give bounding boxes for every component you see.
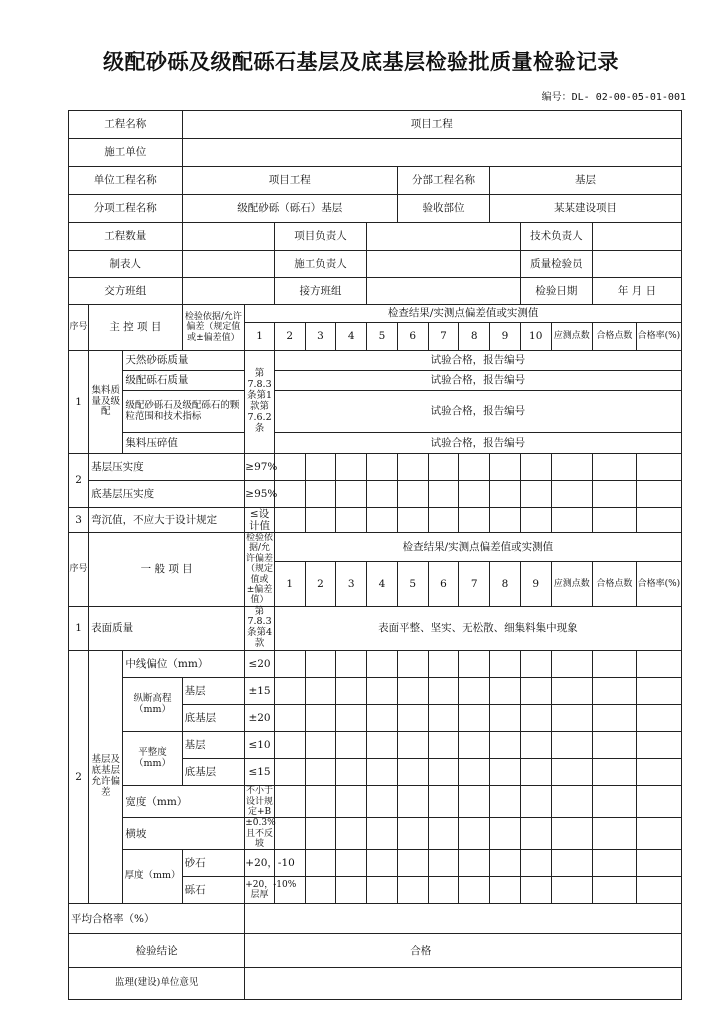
cross-slope-label: 横坡 xyxy=(123,818,245,850)
col-number: 8 xyxy=(490,561,521,606)
seq-header: 序号 xyxy=(69,305,89,351)
general-group-seq: 2 xyxy=(69,651,89,904)
col-number: 5 xyxy=(397,561,428,606)
quality-inspector-value xyxy=(592,251,681,278)
page-title: 级配砂砾及级配砾石基层及底基层检验批质量检验记录 xyxy=(103,50,619,74)
col-number: 2 xyxy=(274,323,305,351)
main-result-text: 试验合格，报告编号 xyxy=(274,391,681,433)
elevation-base-value: ±15 xyxy=(245,678,275,705)
col-number: 9 xyxy=(490,323,521,351)
subitem-value: 级配砂砾（砾石）基层 xyxy=(182,195,397,223)
col-number: 6 xyxy=(428,561,459,606)
elevation-base-label: 基层 xyxy=(182,678,245,705)
pass-rate-header: 合格率(%) xyxy=(636,323,681,351)
col-number: 10 xyxy=(520,323,551,351)
basis-header: 检验依据/允许偏差（规定值或±偏差值） xyxy=(182,305,245,351)
col-number: 7 xyxy=(459,561,490,606)
main-result-text: 试验合格，报告编号 xyxy=(274,351,681,371)
handover-team-value xyxy=(182,278,274,305)
centerline-value: ≤20 xyxy=(245,651,275,678)
elevation-subbase-label: 底基层 xyxy=(182,705,245,732)
main-group1-seq: 1 xyxy=(69,351,89,454)
should-points-header: 应测点数 xyxy=(551,323,592,351)
surface-result: 表面平整、坚实、无松散、细集料集中现象 xyxy=(274,606,681,651)
preparer-label: 制表人 xyxy=(69,251,183,278)
unit-project-value: 项目工程 xyxy=(182,167,397,195)
avg-pass-rate-value xyxy=(245,904,682,934)
centerline-label: 中线偏位（mm） xyxy=(123,651,245,678)
supervision-value xyxy=(245,968,682,1000)
acceptance-part-value: 某某建设项目 xyxy=(490,195,682,223)
col-number: 4 xyxy=(336,323,367,351)
compaction-base-label: 基层压实度 xyxy=(89,454,245,481)
results-header: 检查结果/实测点偏差值或实测值 xyxy=(245,305,682,323)
project-manager-label: 项目负责人 xyxy=(274,223,366,251)
construction-manager-label: 施工负责人 xyxy=(274,251,366,278)
col-number: 1 xyxy=(245,323,275,351)
col-number: 5 xyxy=(367,323,398,351)
thickness-gravel-label: 砂石 xyxy=(182,850,245,877)
division-label: 分部工程名称 xyxy=(397,167,489,195)
main-item: 天然砂砾质量 xyxy=(123,351,245,371)
col-number: 1 xyxy=(274,561,305,606)
surface-label: 表面质量 xyxy=(89,606,245,651)
conclusion-label: 检验结论 xyxy=(69,934,245,968)
main-item: 集料压碎值 xyxy=(123,433,245,454)
inspection-table xyxy=(68,110,682,1000)
general-group-name: 基层及底基层允许偏差 xyxy=(89,651,123,904)
construction-unit-value xyxy=(182,139,681,167)
elevation-subbase-value: ±20 xyxy=(245,705,275,732)
col-number: 2 xyxy=(305,561,336,606)
compaction-subbase-label: 底基层压实度 xyxy=(89,481,245,508)
elevation-label: 纵断高程（mm） xyxy=(123,678,182,732)
flatness-subbase-value: ≤15 xyxy=(245,759,275,786)
project-name-value: 项目工程 xyxy=(182,111,681,139)
thickness-label: 厚度（mm） xyxy=(123,850,182,904)
col-number: 3 xyxy=(336,561,367,606)
flatness-subbase-label: 底基层 xyxy=(182,759,245,786)
width-label: 宽度（mm） xyxy=(123,786,245,818)
receiver-team-value xyxy=(367,278,521,305)
general-items-header: 一 般 项 目 xyxy=(89,533,245,606)
thickness-gravel-value: +20，-10 xyxy=(245,850,275,877)
cross-slope-value: ±0.3%且不反坡 xyxy=(245,818,276,849)
col-number: 6 xyxy=(397,323,428,351)
main-result-text: 试验合格，报告编号 xyxy=(274,371,681,391)
compaction-subbase-value: ≥95% xyxy=(245,481,275,508)
flatness-label: 平整度（mm） xyxy=(123,732,182,786)
main-group1-name: 集料质量及级配 xyxy=(89,351,123,454)
quantity-value xyxy=(182,223,274,251)
inspection-date-value: 年 月 日 xyxy=(592,278,681,305)
main-result-text: 试验合格，报告编号 xyxy=(274,433,681,454)
acceptance-part-label: 验收部位 xyxy=(397,195,489,223)
col-number: 9 xyxy=(520,561,551,606)
conclusion-value: 合格 xyxy=(245,934,682,968)
division-value: 基层 xyxy=(490,167,682,195)
pass-rate-header: 合格率(%) xyxy=(636,561,681,606)
document-code: 编号：DL- 02-00-05-01-001 xyxy=(541,92,686,103)
flatness-base-value: ≤10 xyxy=(245,732,275,759)
construction-unit-label: 施工单位 xyxy=(69,139,183,167)
preparer-value xyxy=(182,251,274,278)
main-group2-seq: 2 xyxy=(69,454,89,508)
quality-inspector-label: 质量检验员 xyxy=(520,251,592,278)
main-items-header: 主 控 项 目 xyxy=(89,305,182,351)
unit-project-label: 单位工程名称 xyxy=(69,167,183,195)
col-number: 7 xyxy=(428,323,459,351)
col-number: 4 xyxy=(367,561,398,606)
seq-header: 序号 xyxy=(69,533,89,606)
thickness-crushed-label: 砾石 xyxy=(182,877,245,904)
width-value: 不小于设计规定+B xyxy=(246,786,274,817)
compaction-base-value: ≥97% xyxy=(245,454,275,481)
thickness-crushed-value: +20，-10%层厚 xyxy=(245,877,275,904)
flatness-base-label: 基层 xyxy=(182,732,245,759)
project-name-label: 工程名称 xyxy=(69,111,183,139)
surface-basis: 第7.8.3条第4款 xyxy=(245,606,275,651)
avg-pass-rate-label: 平均合格率（%） xyxy=(69,904,245,934)
should-points-header: 应测点数 xyxy=(551,561,592,606)
basis-header: 检验依据/允许偏差（规定值或±偏差值） xyxy=(246,533,274,606)
col-number: 3 xyxy=(305,323,336,351)
project-manager-value xyxy=(367,223,521,251)
receiver-team-label: 接方班组 xyxy=(274,278,366,305)
pass-points-header: 合格点数 xyxy=(592,323,636,351)
pass-points-header: 合格点数 xyxy=(592,561,636,606)
inspection-date-label: 检验日期 xyxy=(520,278,592,305)
results-header: 检查结果/实测点偏差值或实测值 xyxy=(274,533,681,562)
main-group1-basis: 第7.8.3条第1款第7.6.2条 xyxy=(245,351,275,454)
general-surface-seq: 1 xyxy=(69,606,89,651)
tech-manager-value xyxy=(592,223,681,251)
quantity-label: 工程数量 xyxy=(69,223,183,251)
supervision-label: 监理(建设)单位意见 xyxy=(69,968,245,1000)
main-group3-seq: 3 xyxy=(69,508,89,533)
construction-manager-value xyxy=(367,251,521,278)
col-number: 8 xyxy=(459,323,490,351)
tech-manager-label: 技术负责人 xyxy=(520,223,592,251)
handover-team-label: 交方班组 xyxy=(69,278,183,305)
subitem-label: 分项工程名称 xyxy=(69,195,183,223)
main-item: 级配砂砾石及级配砾石的颗粒范围和技术指标 xyxy=(123,391,245,433)
deflection-value: ≤设计值 xyxy=(245,508,275,533)
main-item: 级配砾石质量 xyxy=(123,371,245,391)
deflection-label: 弯沉值，不应大于设计规定 xyxy=(89,508,245,533)
